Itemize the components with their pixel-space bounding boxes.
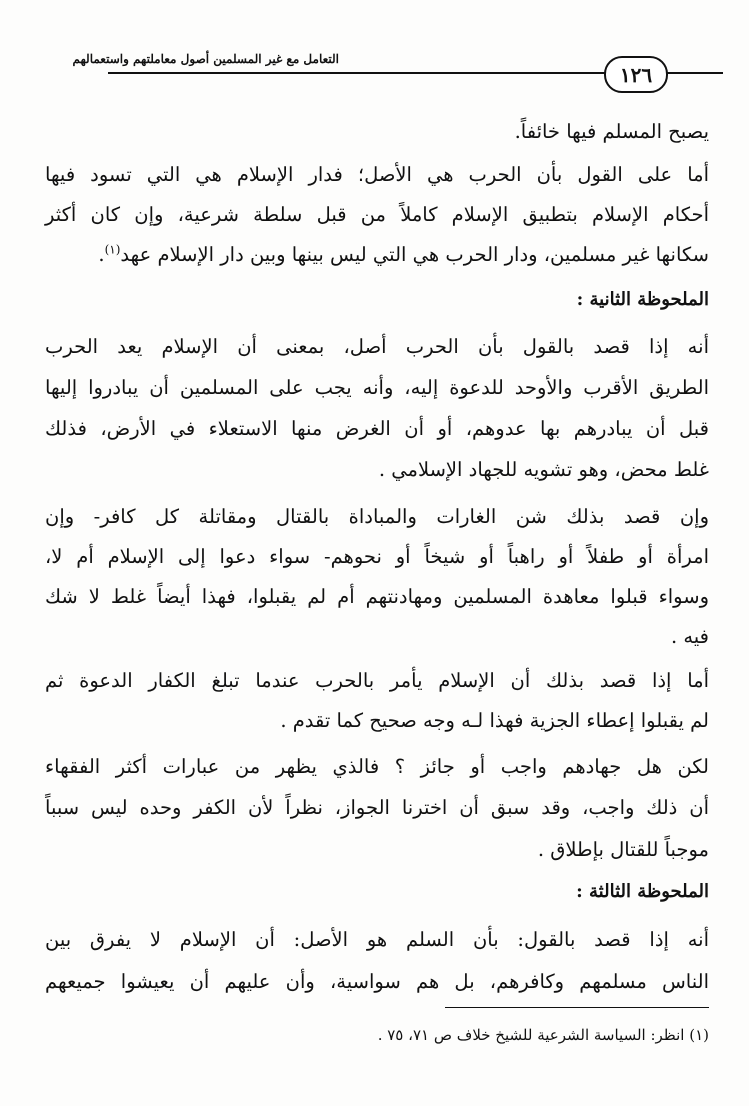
body-line: قبل أن يبادرهم بها عدوهم، أو أن الغرض منها الاستعلاء في الأرض، فذلك [45, 417, 709, 440]
body-line: موجباً للقتال بإطلاق . [537, 838, 709, 861]
section-heading: الملحوظة الثانية : [576, 289, 709, 310]
body-line: أما إذا قصد بذلك أن الإسلام يأمر بالحرب عندما تبلغ الكفار الدعوة ثم [45, 669, 709, 692]
body-line: أنه إذا قصد بالقول بأن الحرب أصل، بمعنى أن الإسلام يعد الحرب [45, 335, 709, 358]
running-header-title: التعامل مع غير المسلمين أصول معاملتهم واستعمالهم [72, 52, 339, 66]
body-line: امرأة أو طفلاً أو راهباً أو شيخاً أو نحوهم- سواء دعوا إلى الإسلام أم لا، [45, 545, 709, 568]
footnote-rule [445, 1007, 709, 1008]
body-line-end: . [98, 243, 105, 266]
footnote: (١) انظر: السياسة الشرعية للشيخ خلاف ص ٧١، ٧٥ . [377, 1026, 709, 1044]
body-line: أن ذلك واجب، وقد سبق أن اخترنا الجواز، نظراً لأن الكفر وحده ليس سبباً [45, 796, 709, 819]
body-line: أما على القول بأن الحرب هي الأصل؛ فدار الإسلام هي التي تسود فيها [45, 163, 709, 186]
body-line: يصبح المسلم فيها خائفاً. [514, 120, 709, 143]
footnote-reference: (١) [104, 242, 121, 257]
page-number: ١٢٦ [619, 62, 653, 87]
body-line: غلط محض، وهو تشويه للجهاد الإسلامي . [378, 458, 709, 481]
section-heading: الملحوظة الثالثة : [576, 881, 709, 902]
body-line [45, 243, 709, 267]
body-line: لم يقبلوا إعطاء الجزية فهذا لـه وجه صحيح كما تقدم . [280, 709, 709, 732]
body-line-text: سكانها غير مسلمين، ودار الحرب هي التي ليس بينها وبين دار الإسلام عهد [120, 243, 709, 266]
body-line: فيه . [670, 625, 709, 648]
body-line: وسواء قبلوا معاهدة المسلمين ومهادنتهم أم لم يقبلوا، فهذا أيضاً غلط لا شك [45, 585, 709, 608]
page-number-badge [604, 56, 668, 93]
body-line: الناس مسلمهم وكافرهم، بل هم سواسية، وأن عليهم أن يعيشوا جميعهم [45, 970, 709, 993]
body-line: الطريق الأقرب والأوحد للدعوة إليه، وأنه يجب على المسلمين أن يبادروا إليها [45, 376, 709, 399]
body-line: أحكام الإسلام بتطبيق الإسلام كاملاً من قبل سلطة شرعية، وإن كان أكثر [45, 203, 709, 226]
body-line: وإن قصد بذلك شن الغارات والمباداة بالقتال ومقاتلة كل كافر- وإن [45, 505, 709, 528]
body-line: لكن هل جهادهم واجب أو جائز ؟ فالذي يظهر من عبارات أكثر الفقهاء [45, 755, 709, 778]
body-line: أنه إذا قصد بالقول: بأن السلم هو الأصل: أن الإسلام لا يفرق بين [45, 928, 709, 951]
